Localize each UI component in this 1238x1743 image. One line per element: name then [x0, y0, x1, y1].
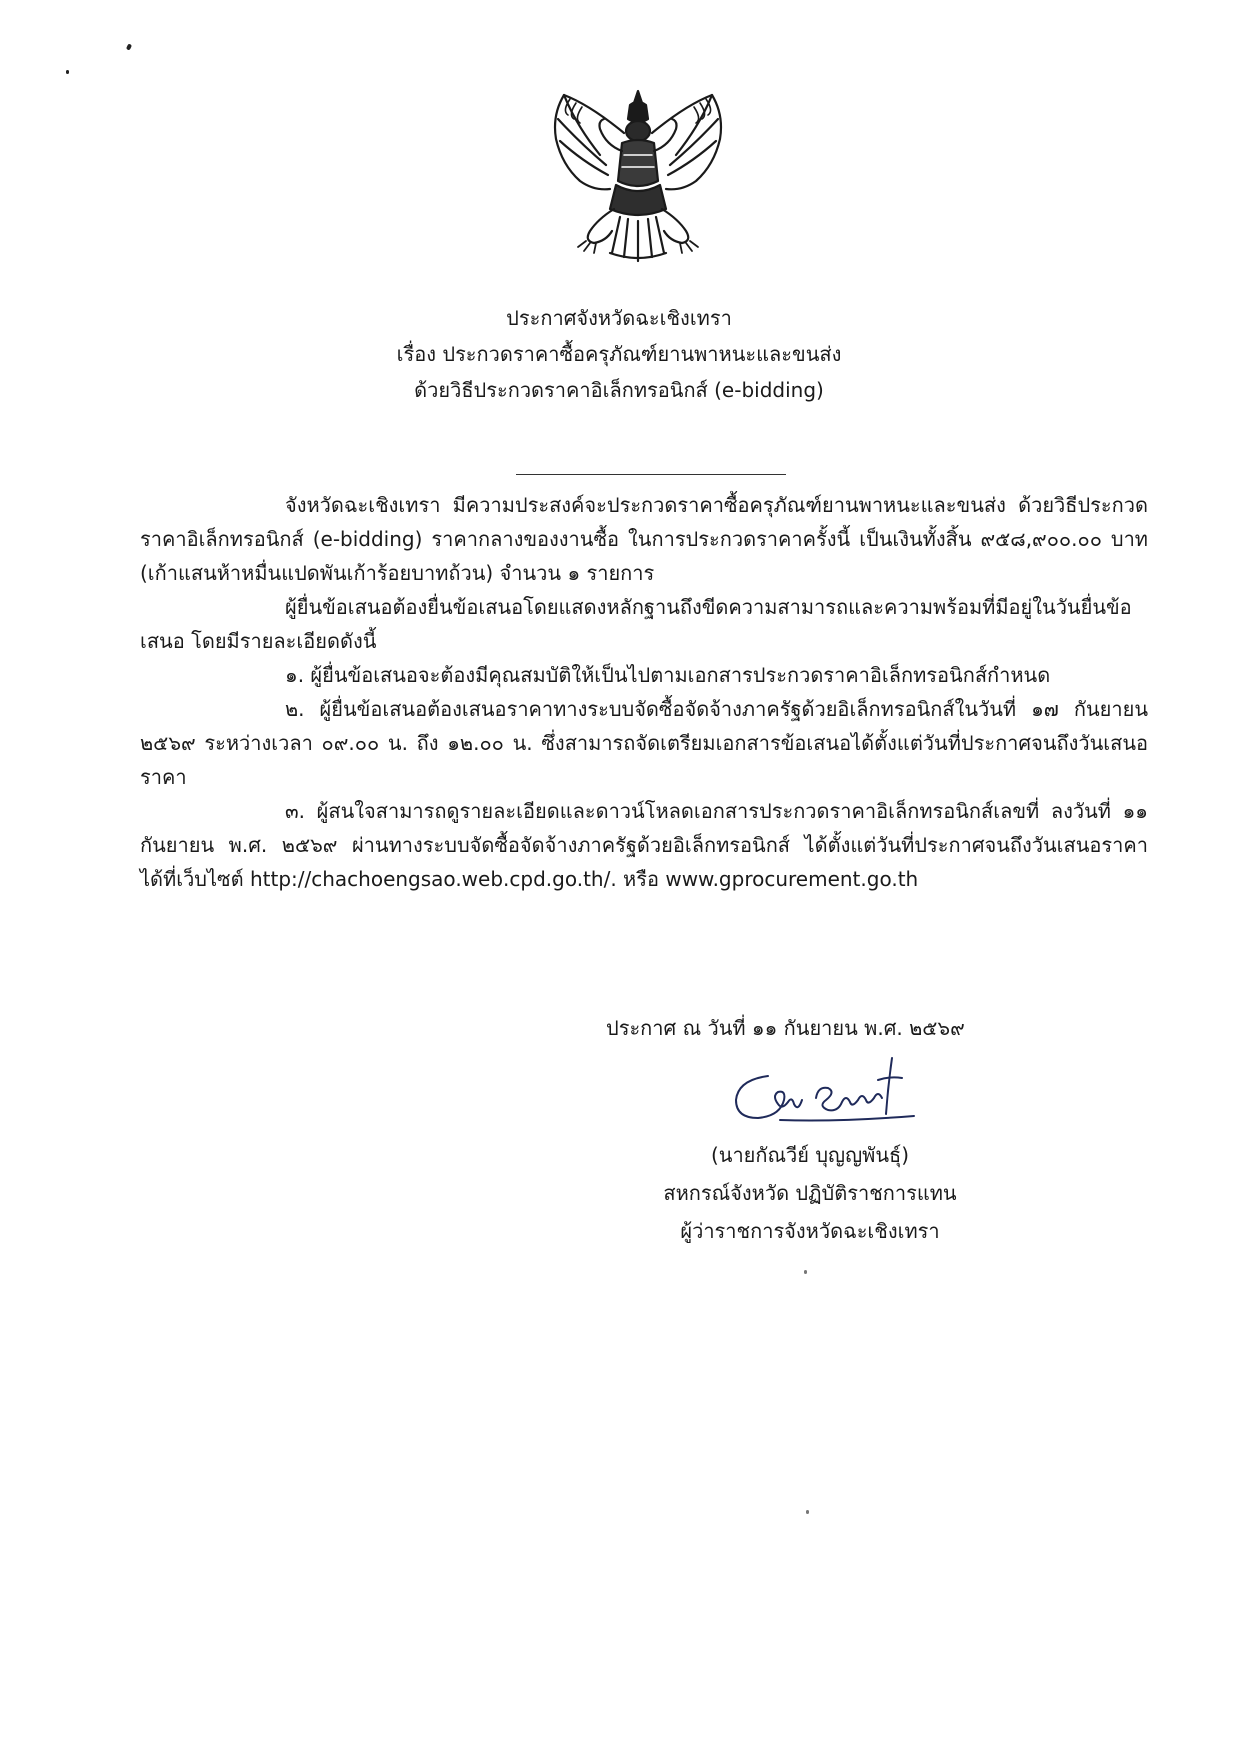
requirement-item-1: ๑. ผู้ยื่นข้อเสนอจะต้องมีคุณสมบัติให้เป็นไปตามเอกสารประกวดราคาอิเล็กทรอนิกส์กำหนด: [285, 663, 1051, 687]
paragraph-requirements: ผู้ยื่นข้อเสนอต้องยื่นข้อเสนอโดยแสดงหลักฐานถึงขีดความสามารถและความพร้อมที่มีอยู่ในวันยื่นข้อเสนอ โดยมีรายละเอียดดังนี้: [140, 595, 1132, 653]
title-divider: [516, 474, 786, 475]
announcement-method: ด้วยวิธีประกวดราคาอิเล็กทรอนิกส์ (e-bidding): [414, 378, 824, 402]
announcement-date: ประกาศ ณ วันที่ ๑๑ กันยายน พ.ศ. ๒๕๖๙: [606, 1016, 965, 1040]
scan-speck: [126, 43, 132, 50]
announcement-subject: เรื่อง ประกวดราคาซื้อครุภัณฑ์ยานพาหนะและขนส่ง: [396, 342, 842, 366]
announcement-body: [140, 488, 1148, 896]
handwritten-signature: [728, 1056, 918, 1128]
signatory-name: (นายกัณวีย์ บุญญพันธุ์): [710, 1143, 910, 1167]
paragraph-intro: จังหวัดฉะเชิงเทรา มีความประสงค์จะประกวดราคาซื้อครุภัณฑ์ยานพาหนะและขนส่ง ด้วยวิธีประกวดราคาอิเล็กทรอนิกส์ (e-bidding) ราคากลางของงานซื้อ ในการประกวดราคาครั้งนี้ เป็นเงินทั้งสิ้น ๙๕๘,๙๐๐.๐๐ บาท (เก้าแสนห้าหมื่นแปดพันเก้าร้อยบาทถ้วน) จำนวน ๑ รายการ: [140, 493, 1148, 585]
scan-speck: [66, 70, 69, 74]
garuda-emblem-icon: [550, 85, 726, 263]
requirement-item-2: ๒. ผู้ยื่นข้อเสนอต้องเสนอราคาทางระบบจัดซื้อจัดจ้างภาครัฐด้วยอิเล็กทรอนิกส์ในวันที่ ๑๗ กันยายน ๒๕๖๙ ระหว่างเวลา ๐๙.๐๐ น. ถึง ๑๒.๐๐ น. ซึ่งสามารถจัดเตรียมเอกสารข้อเสนอได้ตั้งแต่วันที่ประกาศจนถึงวันเสนอราคา: [140, 697, 1148, 789]
signatory-authority: ผู้ว่าราชการจังหวัดฉะเชิงเทรา: [680, 1219, 940, 1243]
announcement-title: ประกาศจังหวัดฉะเชิงเทรา: [506, 306, 732, 330]
signatory-position: สหกรณ์จังหวัด ปฏิบัติราชการแทน: [663, 1181, 957, 1205]
scan-speck: [804, 1270, 807, 1274]
scan-speck: [806, 1510, 809, 1514]
requirement-item-3: ๓. ผู้สนใจสามารถดูรายละเอียดและดาวน์โหลดเอกสารประกวดราคาอิเล็กทรอนิกส์เลขที่ ลงวันที่ ๑๑ กันยายน พ.ศ. ๒๕๖๙ ผ่านทางระบบจัดซื้อจัดจ้างภาครัฐด้วยอิเล็กทรอนิกส์ ได้ตั้งแต่วันที่ประกาศจนถึงวันเสนอราคา ได้ที่เว็บไซต์ http://chachoengsao.web.cpd.go.th/. หรือ www.gprocurement.go.th: [140, 799, 1148, 891]
signatory-block: [640, 1136, 980, 1250]
